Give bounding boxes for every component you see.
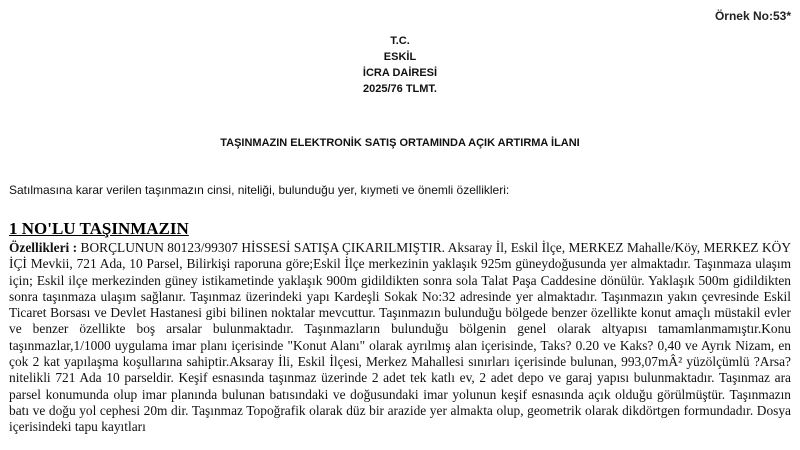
document-header [0,33,800,97]
header-line-file-number: 2025/76 TLMT. [363,83,437,95]
header-line-office: İCRA DAİRESİ [362,67,438,79]
property-heading: 1 NO'LU TAŞINMAZIN [9,219,189,238]
sample-number: Örnek No:53* [714,9,791,23]
header-line-tc: T.C. [390,35,410,47]
document-title: TAŞINMAZIN ELEKTRONİK SATIŞ ORTAMINDA AÇIK ARTIRMA İLANI [220,137,580,149]
property-details-label: Özellikleri : [9,240,81,255]
intro-text: Satılmasına karar verilen taşınmazın cinsi, niteliği, bulunduğu yer, kıymeti ve önemli özellikleri: [9,183,510,197]
property-details [9,240,791,436]
header-line-district: ESKİL [383,51,417,63]
property-details-text: BORÇLUNUN 80123/99307 HİSSESİ SATIŞA ÇIKARILMIŞTIR. Aksaray İl, Eskil İlçe, MERKEZ Mahalle/Köy, MERKEZ KÖY İÇİ Mevkii, 721 Ada, 10 Parsel, Bilirkişi raporuna göre;Eskil İlçe merkezinin yaklaşık 925m güneydoğusunda yer almaktadır. Taşınmaza ulaşım için; Eskil ilçe merkezinden güney istikametinde yaklaşık 900m gidildikten sonra sola Talat Paşa Caddesine dönülür. Yaklaşık 500m gidildikten sonra taşınmaza ulaşım sağlanır. Taşınmaz üzerindeki yapı Kardeşli Sokak No:32 adresinde yer almaktadır. Taşınmazın yakın çevresinde Eskil Ticaret Borsası ve Devlet Hastanesi gibi bilinen noktalar mevcuttur. Taşınmazın bulunduğu bölgede benzer özellikte konut amaçlı müstakil evler ve benzer özellikte boş arsalar bulunmaktadır. Taşınmazların bulunduğu bölgenin genel olarak altyapısı tamamlanmamıştır.Konu taşınmazlar,1/1000 uygulama imar planı içerisinde "Konut Alanı" olarak ayrılmış alan içerisinde, Taks? 0.20 ve Kaks? 0,40 ve Ayrık Nizam, en çok 2 kat yapılaşma koşullarına sahiptir.Aksaray İli, Eskil İlçesi, Merkez Mahallesi sınırları içerisinde bulunan, 993,07mÂ² yüzölçümlü ?Arsa? nitelikli 721 Ada 10 parseldir. Keşif esnasında taşınmaz üzerinde 2 adet tek katlı ev, 2 adet depo ve garaj yapısı bulunmaktadır. Taşınmaz ara parsel konumunda olup imar planında bulunan batısındaki ve doğusundaki imar yolunun keşif esnasında açık olduğu görülmüştür. Taşınmazın batı ve doğu yol cephesi 20m dir. Taşınmaz Topoğrafik olarak düz bir arazide yer almakta olup, geometrik olarak dikdörtgen formundadır. Dosya içerisindeki tapu kayıtları [9,240,791,435]
